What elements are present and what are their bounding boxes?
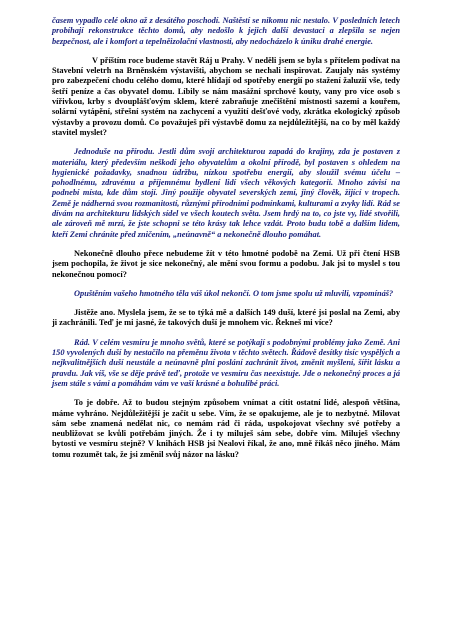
paragraph-8: To je dobře. Až to budou stejným způsobem vnímat a cítit ostatní lidé, alespoň většina, máme vyhráno. Nejdůležitější je začít u sebe. Vím, že se opakujeme, ale je to nezbytné. Milovat sám sebe znamená nedělat nic, co nemám rád či ráda, uspokojovat všechny své potřeby a neubližovat se kvůli potřebám jiných. Že i ty miluješ sám sebe, dobře vím. Miluješ všechny bytosti ve vesmíru stejně? V knihách HSB jsi Nealovi říkal, že ano, mně říkáš něco jiného. Mám tomu rozumět tak, že jsi změnil svůj názor na lásku? — [52, 398, 400, 459]
document-page — [52, 16, 400, 469]
paragraph-1: časem vypadlo celé okno až z desátého poschodí. Naštěstí se nikomu nic nestalo. V posledních letech probíhají rekonstrukce těchto domů, aby nedošlo k jejich další devastaci a zlepšila se nejen bezpečnost, ale i komfort a tepelněizolační vlastnosti, aby nedocházelo k úniku drahé energie. — [52, 16, 400, 46]
paragraph-2: V příštím roce budeme stavět Ráj u Prahy. V neděli jsem se byla s přítelem podívat na Stavební veletrh na Brněnském výstavišti, abychom se nechali inspirovat. Zaujaly nás systémy pro zabezpečení chodu celého domu, které hlídají od spotřeby energií po stažení žaluzií vše, tedy šetří peníze a čas obyvatel domu. Líbily se nám masážní sprchové kouty, vany pro více osob s vířivkou, krby s dvouplášťovým sklem, které zabraňuje znečištění místnosti sazemi a kouřem, solární vytápění, střešní systém na zachycení a využití dešťové vody, zkrátka ekologický způsob výstavby a provozu domů. Co považuješ při výstavbě domu za nejdůležitější, na co by měl každý stavitel myslet? — [52, 55, 400, 137]
paragraph-5: Opuštěním vašeho hmotného těla váš úkol nekončí. O tom jsme spolu už mluvili, vzpomínáš? — [74, 288, 394, 298]
paragraph-6: Jistěže ano. Myslela jsem, že se to týká mě a dalších 149 duší, které jsi poslal na Zemi, aby ji zachránili. Teď je mi jasné, že takových duší je mnohem víc. Řekneš mi více? — [52, 308, 400, 328]
paragraph-7: Rád. V celém vesmíru je mnoho světů, které se potýkají s podobnými problémy jako Země. Ani 150 vyvolených duší by nestačilo na přeměnu života v těchto světech. Řádově desítky tisíc vyspělých a nejkvalitnějších duší neustále a neúnavně plní poslání zachránit život, změnit myšlení, šířit lásku a pravdu. Jak víš, vše se děje právě teď, protože ve vesmíru čas neexistuje. Jde o nekonečný proces a já jsem stále s vámi a pomáhám vám ve vaší krásné a bohulibé práci. — [52, 337, 400, 388]
paragraph-3: Jednoduše na přírodu. Jestli dům svojí architekturou zapadá do krajiny, zda je postaven z materiálu, který především neškodí jeho obyvatelům a okolní přírodě, byl postaven s ohledem na hygienické požadavky, snadnou údržbu, nízkou spotřebu energií, aby sloužil svému účelu – pohodlnému, zdravému a příjemnému bydlení lidí všech věkových kategorií. Mnoho závisí na podnebí místa, kde dům stojí. Jiný použije obyvatel severských zemí, jiný člověk, žijící v tropech. Země je nádherná svou rozmanitostí, různými přírodními podmínkami, kulturami a zvyky lidí. Rád se dívám na architekturu lidských sídel ve všech koutech světa. Jsem hrdý na to, co jste vy, lidé stvořili, ale zároveň mě mrzí, že jste schopni se této krásy tak lehce vzdát. Proto budu tobě a dalším lidem, kteří Zemi chráníte před zničením, „neúnavně“ a nekonečně dlouho pomáhat. — [52, 147, 400, 239]
paragraph-4: Nekonečně dlouho přece nebudeme žít v této hmotné podobě na Zemi. Už při čtení HSB jsem pochopila, že život je sice nekonečný, ale mění svou formu a podobu. Jak jsi to myslel s tou nekonečnou pomocí? — [52, 248, 400, 279]
